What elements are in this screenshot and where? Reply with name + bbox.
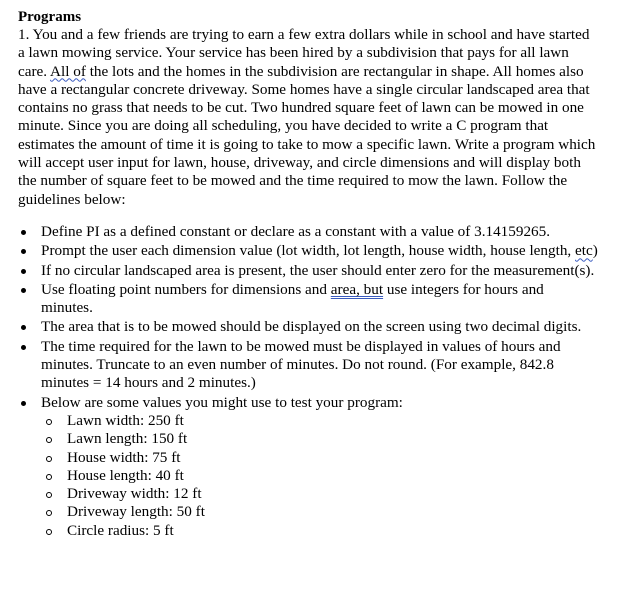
circle-bullet-icon (46, 474, 52, 480)
guideline-text: The area that is to be mowed should be displayed on the screen using two decimal digits. (41, 318, 582, 336)
guideline-text: If no circular landscaped area is present, the user should enter zero for the measurement(s). (41, 261, 595, 279)
test-value-text: House width: 75 ft (67, 448, 181, 466)
guideline-item (18, 394, 598, 540)
guideline-item (18, 242, 598, 260)
guideline-text: The time required for the lawn to be mowed must be displayed in values of hours and minutes. Truncate to an even number of minutes. Do not round. (For example, 842.8 minutes = 14 hours and 2 minutes.) (41, 337, 561, 392)
intro-text-flagged-phrase: All of (50, 62, 86, 80)
circle-bullet-icon (46, 419, 52, 425)
test-value-text: Lawn width: 250 ft (67, 411, 184, 429)
intro-text-part-2: the lots and the homes in the subdivision are rectangular in shape. All homes also have a rectangular concrete driveway. Some homes have a single circular landscaped area that contains no grass that needs to be cut. Two hundred square feet of lawn can be mowed in one minute. Since you are doing all scheduling, you have decided to write a C program that estimates the amount of time it is going to take to mow a specific lawn. Write a program which will accept user input for lawn, house, driveway, and circle dimensions and will display both the number of square feet to be mowed and the time required to mow the lawn. Follow the guidelines below: (18, 62, 596, 208)
bullet-dot-icon (21, 269, 26, 274)
guideline-text-end: use integers for hours and minutes. (41, 280, 544, 317)
guideline-item (18, 281, 598, 318)
test-value-item (41, 430, 598, 448)
guideline-text: Prompt the user each dimension value (lot width, lot length, house width, house length, (41, 242, 576, 260)
test-value-text: Circle radius: 5 ft (67, 521, 174, 539)
guideline-text-end: ) (592, 242, 598, 260)
test-value-text: Driveway length: 50 ft (67, 503, 205, 521)
guideline-flagged-phrase: area, but (330, 280, 384, 298)
guideline-item (18, 318, 598, 336)
test-value-item (41, 467, 598, 485)
guideline-flagged-word: etc (575, 242, 593, 260)
test-value-item (41, 522, 598, 540)
bullet-dot-icon (21, 325, 26, 330)
test-value-text: House length: 40 ft (67, 466, 184, 484)
bullet-dot-icon (21, 345, 26, 350)
bullet-dot-icon (21, 249, 26, 254)
guideline-item (18, 338, 598, 393)
guideline-text: Below are some values you might use to test your program: (41, 393, 403, 411)
guideline-item (18, 262, 598, 280)
guideline-item (18, 223, 598, 241)
circle-bullet-icon (46, 437, 52, 443)
bullet-dot-icon (21, 288, 26, 293)
bullet-dot-icon (21, 401, 26, 406)
bullet-dot-icon (21, 230, 26, 235)
circle-bullet-icon (46, 510, 52, 516)
test-value-item (41, 412, 598, 430)
circle-bullet-icon (46, 529, 52, 535)
document-heading: Programs (18, 9, 82, 25)
intro-text-part-1: 1. You and a few friends are trying to earn a few extra dollars while in school and have started a lawn mowing service. Your service has been hired by a subdivision that pays for all lawn care. (18, 26, 590, 80)
test-value-text: Driveway width: 12 ft (67, 485, 202, 503)
test-value-item (41, 485, 598, 503)
guideline-text: Use floating point numbers for dimensions and (41, 280, 331, 298)
test-value-item (41, 449, 598, 467)
circle-bullet-icon (46, 492, 52, 498)
guidelines-list (18, 223, 598, 540)
test-value-item (41, 503, 598, 521)
guideline-text: Define PI as a defined constant or declare as a constant with a value of 3.14159265. (41, 222, 551, 240)
problem-statement (18, 26, 598, 209)
test-values-list (41, 412, 598, 540)
circle-bullet-icon (46, 456, 52, 462)
test-value-text: Lawn length: 150 ft (67, 430, 188, 448)
